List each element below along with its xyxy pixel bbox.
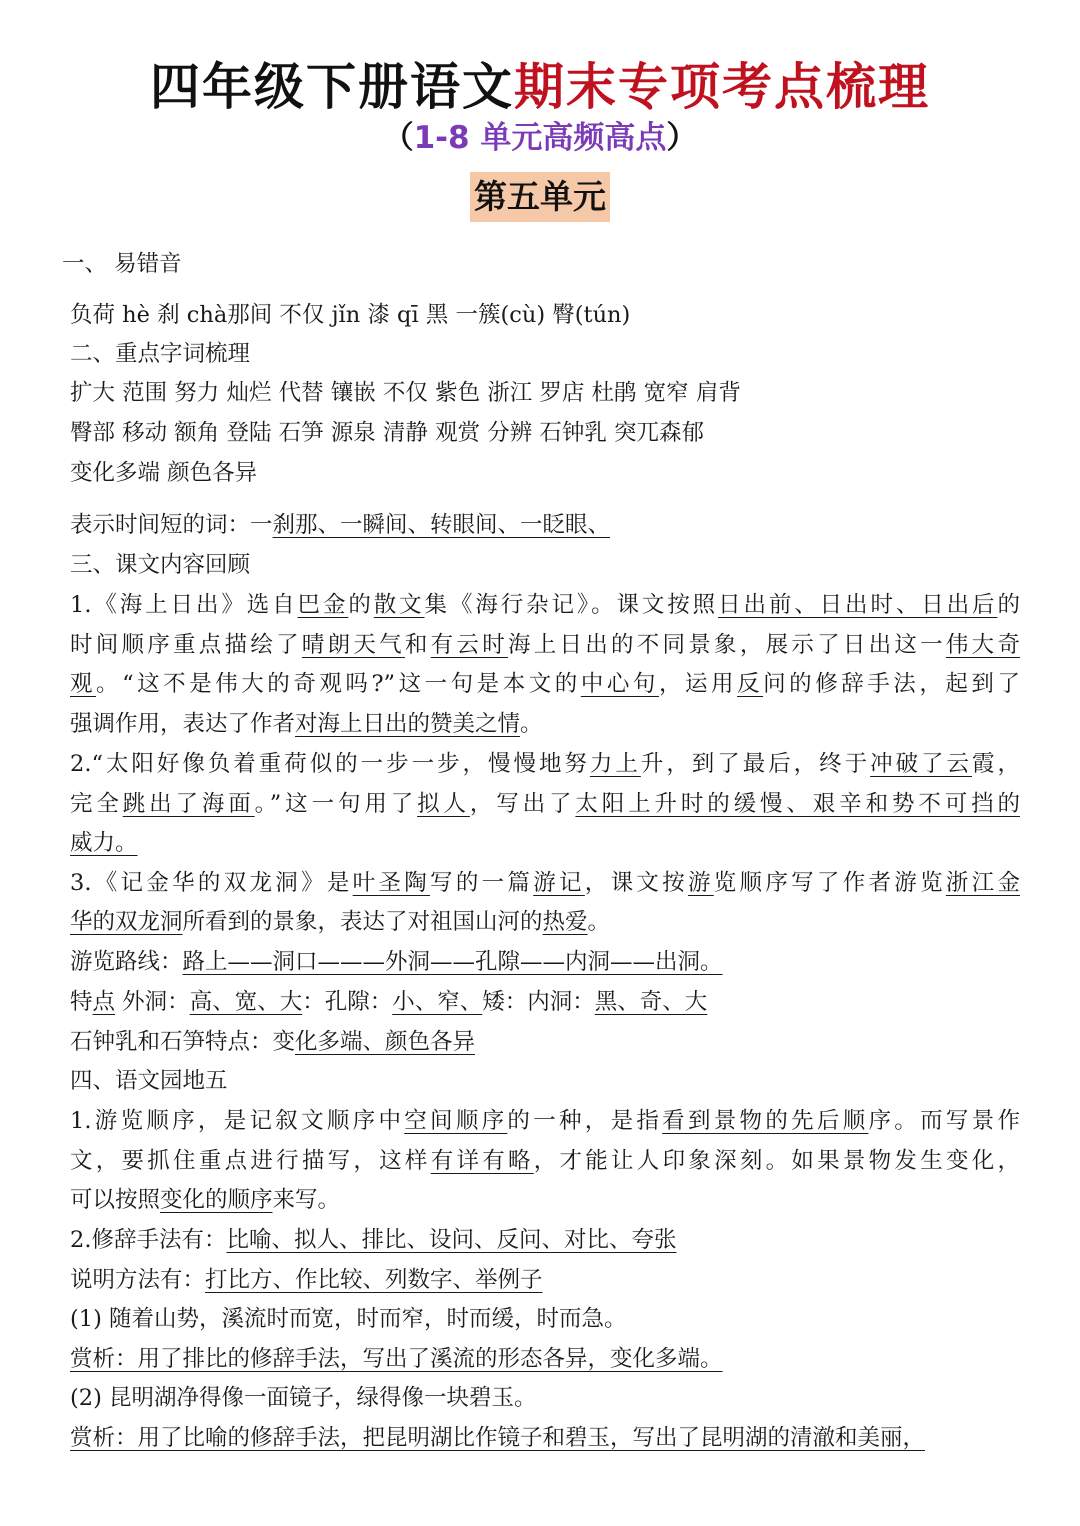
words-line-1: 扩大 范围 努力 灿烂 代替 镶嵌 不仅 紫色 浙江 罗店 杜鹃 宽窄 肩背 [70, 380, 741, 406]
explain-methods-line [70, 1262, 1020, 1298]
text: 1.《海上日出》选自 [70, 592, 298, 618]
text: 的 [348, 592, 374, 618]
key-point: 打比方、作比较、列数字、举例子 [205, 1267, 543, 1293]
key-point: 比喻、拟人、排比、设问、反问、对比、夸张 [226, 1227, 677, 1253]
key-point: 华的双龙洞 [70, 909, 183, 935]
text: ，才能让人印象深刻。如果景物发生变化， [533, 1148, 1020, 1174]
text: 升，到了最后，终于 [640, 751, 871, 777]
text: 所看到的景象，表达了对祖国山河的 [182, 909, 543, 935]
text: 说明方法有： [70, 1267, 206, 1293]
route-line [70, 944, 1020, 980]
key-point: 日出前、日出时、日出后 [718, 592, 998, 618]
key-point: 观 [70, 671, 97, 697]
para-2-line-1 [70, 746, 1020, 782]
key-point: 有详有略 [430, 1148, 534, 1174]
section-1-heading: 一、 易错音 [62, 251, 182, 277]
text: ，课文按 [584, 870, 688, 896]
subtitle-text: 1-8 单元高频高点 [413, 120, 667, 156]
text: 文，要抓住重点进行描写，这样 [70, 1148, 431, 1174]
text: ：孔隙： [302, 989, 393, 1015]
text: 和 [404, 632, 431, 658]
text: 3.《记金华的双龙洞》是 [70, 870, 353, 896]
title-part-2: 期末专项考点梳理 [514, 58, 930, 116]
subtitle [0, 116, 1080, 160]
key-point: 热爱 [542, 909, 588, 935]
s4-para-1-line-2 [70, 1143, 1020, 1179]
time-words-label: 表示时间短的词：一 [70, 512, 273, 538]
key-point: 散文 [373, 592, 425, 618]
key-point: 拟人 [417, 791, 470, 817]
key-point: 威力。 [70, 830, 138, 856]
time-words-value: 刹那、一瞬间、转眼间、一眨眼、 [272, 512, 611, 538]
s4-para-1-line-3 [70, 1182, 1020, 1218]
text: 集《海行杂记》。课文按照 [424, 592, 719, 618]
text: 的 [997, 592, 1020, 618]
key-point: 力上 [589, 751, 641, 777]
text: 时间顺序重点描绘了 [70, 632, 302, 658]
route-value: 路上——洞口———外洞——孔隙——内洞——出洞。 [182, 949, 723, 975]
key-point: 巴金 [297, 592, 349, 618]
text: 石钟乳和石笋特点：变 [70, 1029, 296, 1055]
key-point: 游 [687, 870, 714, 896]
time-words-line [70, 507, 1020, 543]
key-point: 空间顺序 [404, 1108, 508, 1134]
text: 来写。 [272, 1187, 341, 1213]
s4-para-1-line-1 [70, 1103, 1020, 1139]
key-point: 跳出了海面 [122, 791, 255, 817]
key-point: 冲破了云 [870, 751, 972, 777]
para-1-line-4 [70, 706, 1020, 742]
example-2-analysis [70, 1420, 1020, 1456]
text: 矮：内洞： [482, 989, 595, 1015]
words-line-2: 臀部 移动 额角 登陆 石笋 源泉 清静 观赏 分辨 石钟乳 突兀森郁 [70, 420, 705, 446]
key-point: 变化的顺序 [160, 1187, 273, 1213]
para-1-line-1 [70, 587, 1020, 623]
text: 。 [520, 711, 543, 737]
words-line-3: 变化多端 颜色各异 [70, 460, 258, 486]
route-label: 游览路线： [70, 949, 183, 975]
section-3-heading: 三、课文内容回顾 [70, 552, 251, 578]
key-point: 反 [737, 671, 764, 697]
para-3-line-2 [70, 904, 1020, 940]
text: 。“这不是伟大的奇观吗?”这一句是本文的 [96, 671, 581, 697]
text: 览顺序写了作者游览 [713, 870, 946, 896]
key-point: 中心句 [580, 671, 659, 697]
key-point: 点 [92, 989, 116, 1015]
text: 外洞： [115, 989, 190, 1015]
para-3-line-1 [70, 865, 1020, 901]
key-point: 浙江金 [945, 870, 1020, 896]
unit-label: 第五单元 [470, 172, 610, 222]
para-1-line-2 [70, 627, 1020, 663]
pinyin-line: 负荷 hè 刹 chà那间 不仅 jǐn 漆 qī 黑 一簇(cù) 臀(tún) [70, 302, 631, 328]
rhetoric-line [70, 1222, 1020, 1258]
section-2-heading: 二、重点字词梳理 [70, 341, 251, 367]
page-title [0, 52, 1080, 122]
subtitle-close: ） [666, 120, 698, 156]
stone-features-line [70, 1024, 1020, 1060]
text: 问的修辞手法，起到了 [763, 671, 1020, 697]
text: 。”这一句用了 [254, 791, 418, 817]
text: ，写出了 [469, 791, 576, 817]
text: 强调作用，表达了作者 [70, 711, 296, 737]
para-1-line-3 [70, 666, 1020, 702]
example-1-analysis [70, 1341, 1020, 1377]
key-point: 看到景物的先后顺 [662, 1108, 869, 1134]
key-point: 晴朗天气 [301, 632, 405, 658]
key-point: 有云时 [430, 632, 508, 658]
text: 的一种，是指 [507, 1108, 663, 1134]
key-point: 游记 [533, 870, 585, 896]
example-2: (2) 昆明湖净得像一面镜子，绿得像一块碧玉。 [70, 1385, 537, 1411]
key-point: 小、窄、 [392, 989, 483, 1015]
features-line [70, 984, 1020, 1020]
key-point: 高、宽、大 [189, 989, 303, 1015]
key-point: 太阳上升时的缓慢、艰辛和势不可挡的 [575, 791, 1020, 817]
subtitle-open: （ [382, 120, 414, 156]
key-point: 化多端、颜色各异 [295, 1029, 476, 1055]
text: 海上日出的不同景象，展示了日出这一 [507, 632, 946, 658]
key-point: 赏析：用了比喻的修辞手法，把昆明湖比作镜子和碧玉，写出了昆明湖的清澈和美丽， [70, 1425, 926, 1451]
unit-label-wrap [0, 172, 1080, 222]
text: 特 [70, 989, 93, 1015]
key-point: 伟大奇 [945, 632, 1020, 658]
text: ，运用 [658, 671, 738, 697]
section-4-heading: 四、语文园地五 [70, 1068, 228, 1094]
text: 可以按照 [70, 1187, 161, 1213]
example-1: (1) 随着山势，溪流时而宽，时而窄，时而缓，时而急。 [70, 1306, 627, 1332]
para-2-line-3 [70, 825, 1020, 861]
text: 霞， [971, 751, 1020, 777]
text: 。 [587, 909, 611, 935]
para-2-line-2 [70, 786, 1020, 822]
key-point: 对海上日出的赞美之情 [295, 711, 521, 737]
key-point: 黑、奇、大 [594, 989, 708, 1015]
text: 写的一篇 [430, 870, 534, 896]
key-point: 赏析：用了排比的修辞手法，写出了溪流的形态各异，变化多端。 [70, 1346, 723, 1372]
text: 序。而写景作 [868, 1108, 1020, 1134]
text: 2.“太阳好像负着重荷似的一步一步，慢慢地努 [70, 751, 590, 777]
text: 完全 [70, 791, 123, 817]
text: 1.游览顺序，是记叙文顺序中 [70, 1108, 405, 1134]
key-point: 叶圣陶 [352, 870, 431, 896]
title-part-1: 四年级下册语文 [150, 58, 514, 116]
text: 2.修辞手法有： [70, 1227, 227, 1253]
